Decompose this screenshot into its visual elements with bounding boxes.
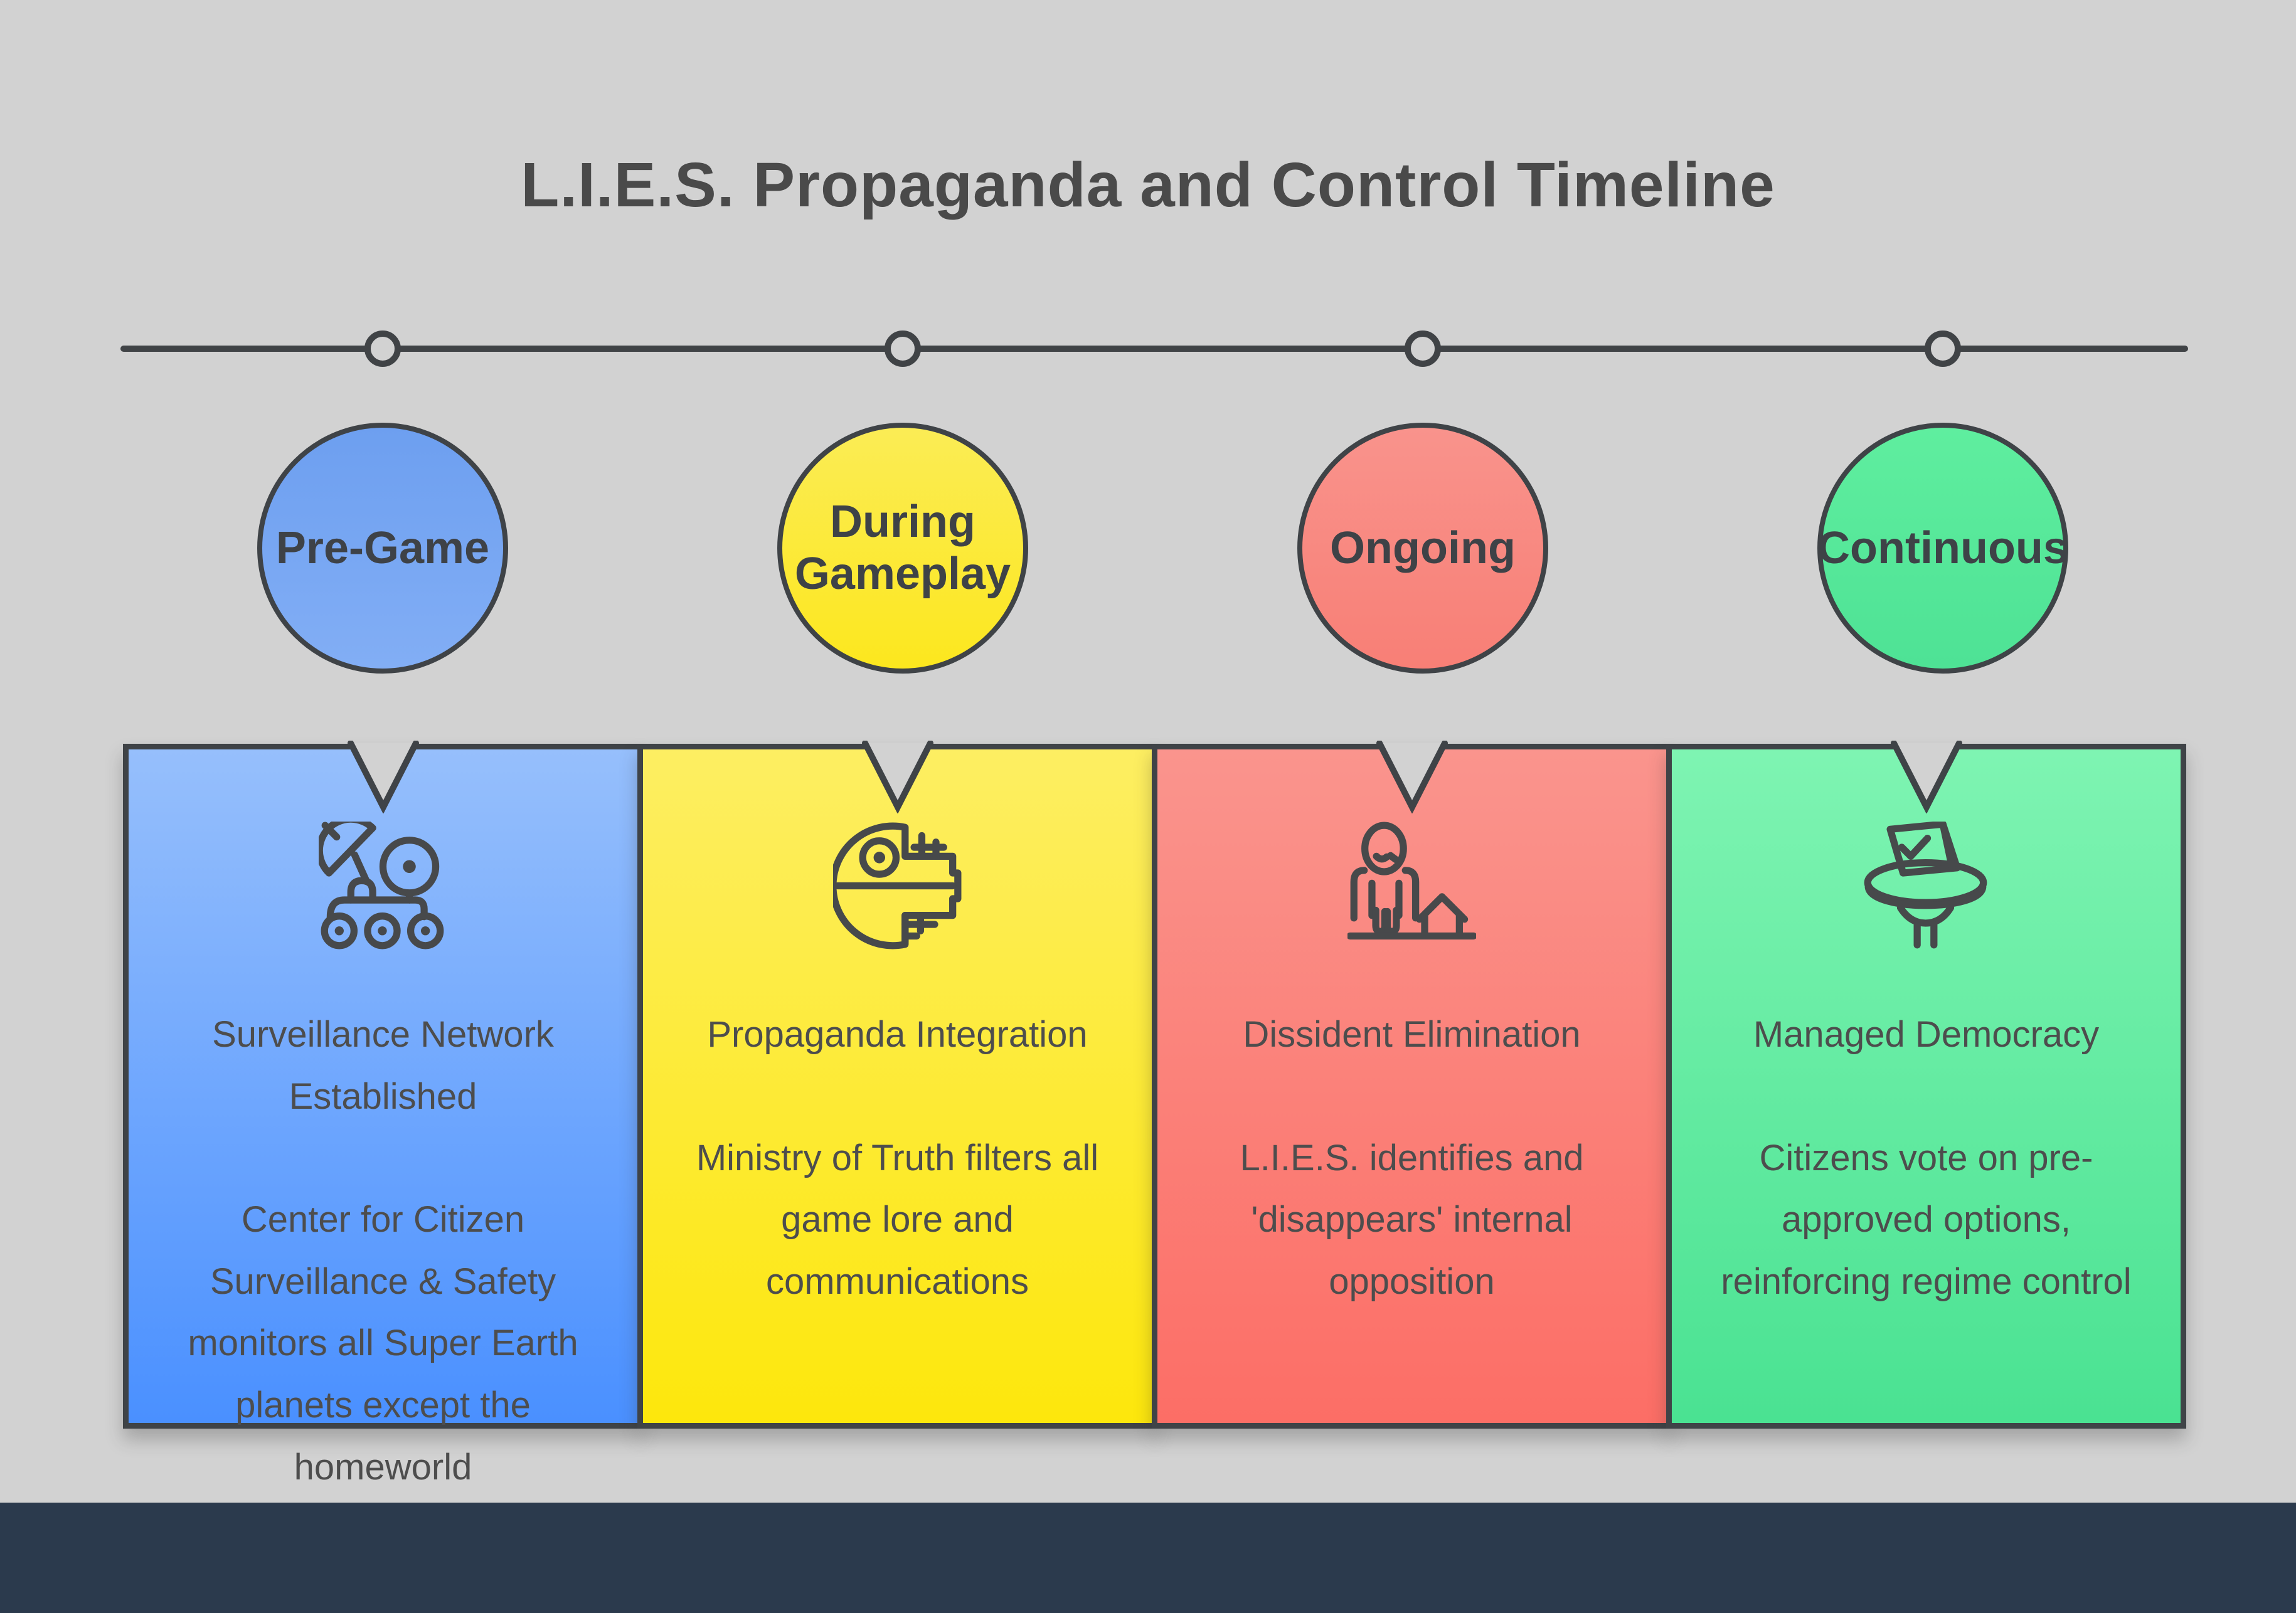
card-title: Dissident Elimination: [1243, 1014, 1581, 1055]
stage-circle-label: Ongoing: [1330, 522, 1516, 573]
ballot-box-icon: [1862, 822, 1990, 950]
timeline-line: [120, 346, 2188, 352]
stage-circle-continuous: [1817, 423, 2068, 674]
stage-card-surveillance: [123, 744, 643, 1488]
stage-cards-row: [123, 744, 2186, 1488]
timeline-marker-2: [885, 331, 921, 367]
card-title: Propaganda Integration: [707, 1014, 1088, 1055]
stage-card-democracy: [1666, 744, 2186, 1429]
stage-circle-label: During Gameplay: [794, 497, 1011, 599]
stage-circle-ongoing: [1297, 423, 1548, 674]
card-notch: [860, 741, 935, 813]
card-description: Citizens vote on pre-approved options, reinforcing regime control: [1721, 1137, 2132, 1302]
page-title: L.I.E.S. Propaganda and Control Timeline: [521, 150, 1775, 220]
stage-circle-during-gameplay: [777, 423, 1028, 674]
timeline-marker-4: [1925, 331, 1961, 367]
death-star-icon: [833, 822, 962, 950]
card-description: Center for Citizen Surveillance & Safety monitors all Super Earth planets except the homeworld: [188, 1199, 578, 1488]
timeline-marker-1: [364, 331, 401, 367]
stage-circle-pre-game: [257, 423, 508, 674]
stage-circle-label: Pre-Game: [275, 522, 490, 573]
card-notch: [1374, 741, 1450, 813]
card-description: Ministry of Truth filters all game lore and communications: [696, 1137, 1099, 1302]
surveillance-rover-icon: [319, 822, 447, 950]
card-title: Surveillance Network Established: [212, 1014, 554, 1117]
stage-card-propaganda: [637, 744, 1157, 1429]
stage-card-dissident: [1152, 744, 1672, 1429]
dissident-person-house-icon: [1347, 822, 1476, 950]
footer-bar: [0, 1503, 2296, 1613]
card-title: Managed Democracy: [1753, 1014, 2100, 1055]
card-description: L.I.E.S. identifies and 'disappears' internal opposition: [1240, 1137, 1584, 1302]
stage-circle-label: Continuous: [1817, 522, 2068, 573]
card-notch: [346, 741, 421, 813]
card-notch: [1889, 741, 1964, 813]
timeline-marker-3: [1405, 331, 1441, 367]
